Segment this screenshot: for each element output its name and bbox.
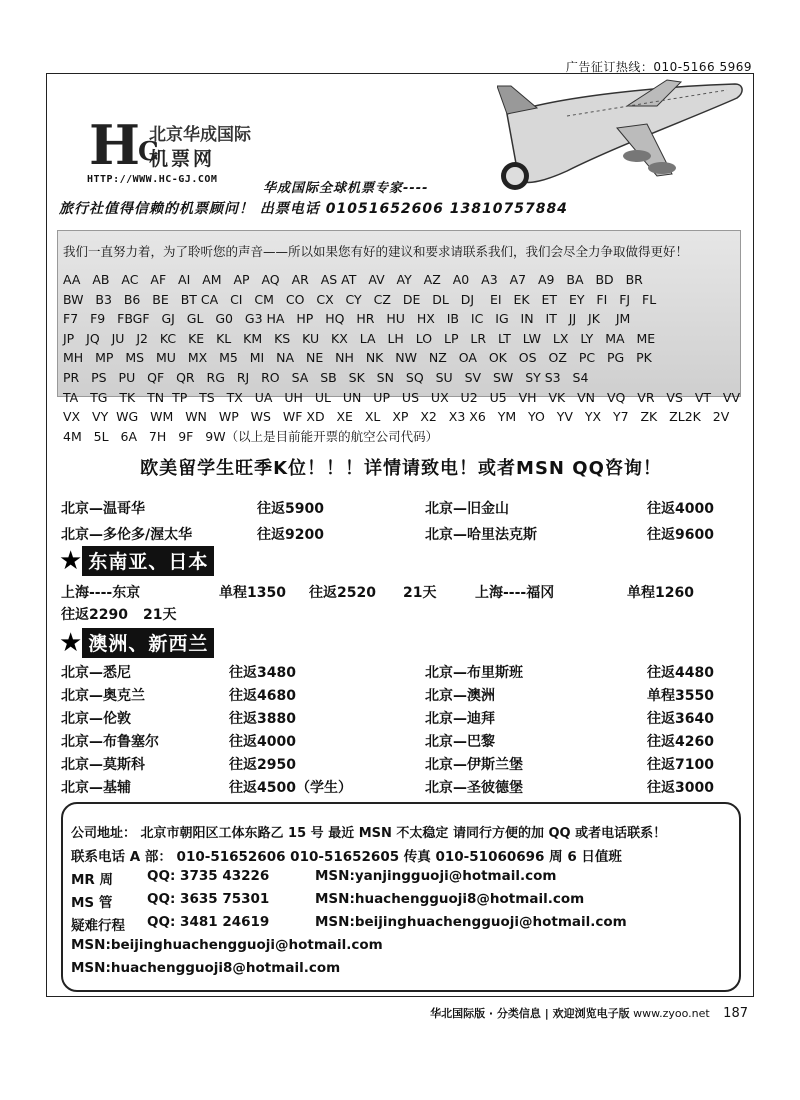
route-name: 北京—布里斯班	[425, 665, 523, 681]
promo-headline: 欧美留学生旺季K位！！！详情请致电！或者MSN QQ咨询！	[140, 458, 662, 479]
contact-msn: MSN:yanjingguoji@hotmail.com	[315, 868, 557, 884]
route-price: 往返3640	[647, 711, 714, 727]
route-validity: 21天	[403, 585, 437, 601]
route-price: 往返3880	[229, 711, 296, 727]
advert-hotline: 广告征订热线：010-5166 5969	[565, 60, 752, 74]
route-price: 往返3000	[647, 780, 714, 796]
section-header-sea	[59, 546, 214, 576]
logo-letter-c: C	[138, 137, 157, 167]
company-address: 公司地址： 北京市朝阳区工体东路乙 15 号 最近 MSN 不太稳定 请同行方便的加 QQ 或者电话联系！	[71, 826, 667, 841]
route-price: 往返2520	[309, 585, 376, 601]
route-name: 北京—澳洲	[425, 688, 495, 704]
brand-url: HTTP://WWW.HC-GJ.COM	[87, 174, 218, 185]
airline-code-row: F7 F9 FBGF GJ GL G0 G3 HA HP HQ HR HU HX IB IC IG IN IT JJ JK JM	[63, 311, 631, 327]
route-name: 北京—基辅	[61, 780, 131, 796]
slogan-expert: 华成国际全球机票专家----	[263, 181, 429, 196]
contact-msn: MSN:beijinghuachengguoji@hotmail.com	[315, 914, 627, 930]
contact-label: MS 管	[71, 895, 113, 911]
route-price: 单程1350	[219, 585, 286, 601]
route-name: 北京—多伦多/渥太华	[61, 527, 193, 543]
airline-code-row: PR PS PU QF QR RG RJ RO SA SB SK SN SQ SU SV SW SY S3 S4	[63, 369, 589, 385]
brand-name: 北京华成国际	[149, 125, 251, 145]
route-validity: 21天	[143, 607, 177, 623]
route-price: 往返9200	[257, 527, 324, 543]
airplane-illustration	[497, 76, 747, 196]
route-name: 北京—悉尼	[61, 665, 131, 681]
route-name: 北京—巴黎	[425, 734, 495, 750]
route-name: 北京—温哥华	[61, 501, 145, 517]
slogan-ticket-phone: 旅行社值得信赖的机票顾问！ 出票电话 01051652606 13810757884	[59, 201, 568, 217]
airline-code-row: AA AB AC AF AI AM AP AQ AR AS AT AV AY AZ A0 A3 A7 A9 BA BD BR	[63, 272, 643, 287]
airline-code-row: JP JQ JU J2 KC KE KL KM KS KU KX LA LH LO LP LR LT LW LX LY MA ME	[63, 330, 656, 346]
airline-codes-list	[63, 270, 743, 446]
contact-msn: MSN:beijinghuachengguoji@hotmail.com	[71, 937, 383, 953]
route-price: 往返4480	[647, 665, 714, 681]
route-price: 往返2950	[229, 757, 296, 773]
route-name: 北京—伦敦	[61, 711, 131, 727]
section-header-au	[59, 628, 214, 658]
contact-qq: QQ: 3481 24619	[147, 914, 270, 930]
contact-label: 疑难行程	[71, 918, 125, 934]
contact-msn: MSN:huachengguoji8@hotmail.com	[71, 960, 341, 976]
route-name: 上海----东京	[61, 585, 141, 601]
route-price: 单程1260	[627, 585, 694, 601]
advert-frame	[46, 73, 754, 997]
route-name: 北京—伊斯兰堡	[425, 757, 523, 773]
route-price: 往返9600	[647, 527, 714, 543]
footer-url: www.zyoo.net	[633, 1007, 710, 1020]
service-notice: 我们一直努力着，为了聆听您的声音——所以如果您有好的建议和要求请联系我们，我们会尽全力争取做得更好！	[63, 244, 689, 259]
page-footer	[430, 1005, 748, 1021]
contact-label: MR 周	[71, 872, 114, 888]
star-icon: ★	[59, 628, 83, 658]
route-price: 单程3550	[647, 688, 714, 704]
contact-qq: QQ: 3635 75301	[147, 891, 270, 907]
route-price: 往返7100	[647, 757, 714, 773]
route-price: 往返4000	[229, 734, 296, 750]
route-name: 北京—旧金山	[425, 501, 509, 517]
route-price: 往返4680	[229, 688, 296, 704]
footer-text: 华北国际版 · 分类信息 | 欢迎浏览电子版	[430, 1007, 630, 1020]
route-price: 往返4260	[647, 734, 714, 750]
route-price: 往返5900	[257, 501, 324, 517]
airplane-icon	[497, 80, 742, 190]
contact-qq: QQ: 3735 43226	[147, 868, 270, 884]
route-name: 北京—布鲁塞尔	[61, 734, 159, 750]
contact-box	[61, 802, 741, 992]
route-price: 往返3480	[229, 665, 296, 681]
section-title: 东南亚、日本	[82, 546, 214, 576]
airline-code-row: 4M 5L 6A 7H 9F 9W（以上是目前能开票的航空公司代码）	[63, 428, 439, 444]
brand-subtitle: 机票网	[149, 148, 216, 170]
route-name: 北京—圣彼德堡	[425, 780, 523, 796]
airline-code-row: BW B3 B6 BE BT CA CI CM CO CX CY CZ DE DL DJ EI EK ET EY FI FJ FL	[63, 291, 657, 307]
route-name: 上海----福冈	[475, 585, 555, 601]
airline-code-row: TA TG TK TN TP TS TX UA UH UL UN UP US UX U2 U5 VH VK VN VQ VR VS VT VV	[63, 389, 741, 405]
star-icon: ★	[59, 546, 83, 576]
route-price: 往返2290	[61, 607, 128, 623]
airline-code-row: VX VY WG WM WN WP WS WF XD XE XL XP X2 X3 X6 YM YO YV YX Y7 ZK ZL2K 2V	[63, 409, 730, 425]
route-name: 北京—莫斯科	[61, 757, 145, 773]
route-name: 北京—迪拜	[425, 711, 495, 727]
page-number: 187	[723, 1006, 748, 1021]
section-title: 澳洲、新西兰	[82, 628, 214, 658]
route-price: 往返4500（学生）	[229, 780, 352, 796]
route-name: 北京—哈里法克斯	[425, 527, 537, 543]
route-price: 往返4000	[647, 501, 714, 517]
route-name: 北京—奥克兰	[61, 688, 145, 704]
logo-letter-h: H	[89, 113, 139, 177]
contact-msn: MSN:huachengguoji8@hotmail.com	[315, 891, 585, 907]
airline-code-row: MH MP MS MU MX M5 MI NA NE NH NK NW NZ OA OK OS OZ PC PG PK	[63, 350, 652, 366]
contact-phone: 联系电话 A 部： 010-51652606 010-51652605 传真 010-51060696 周 6 日值班	[71, 849, 622, 865]
